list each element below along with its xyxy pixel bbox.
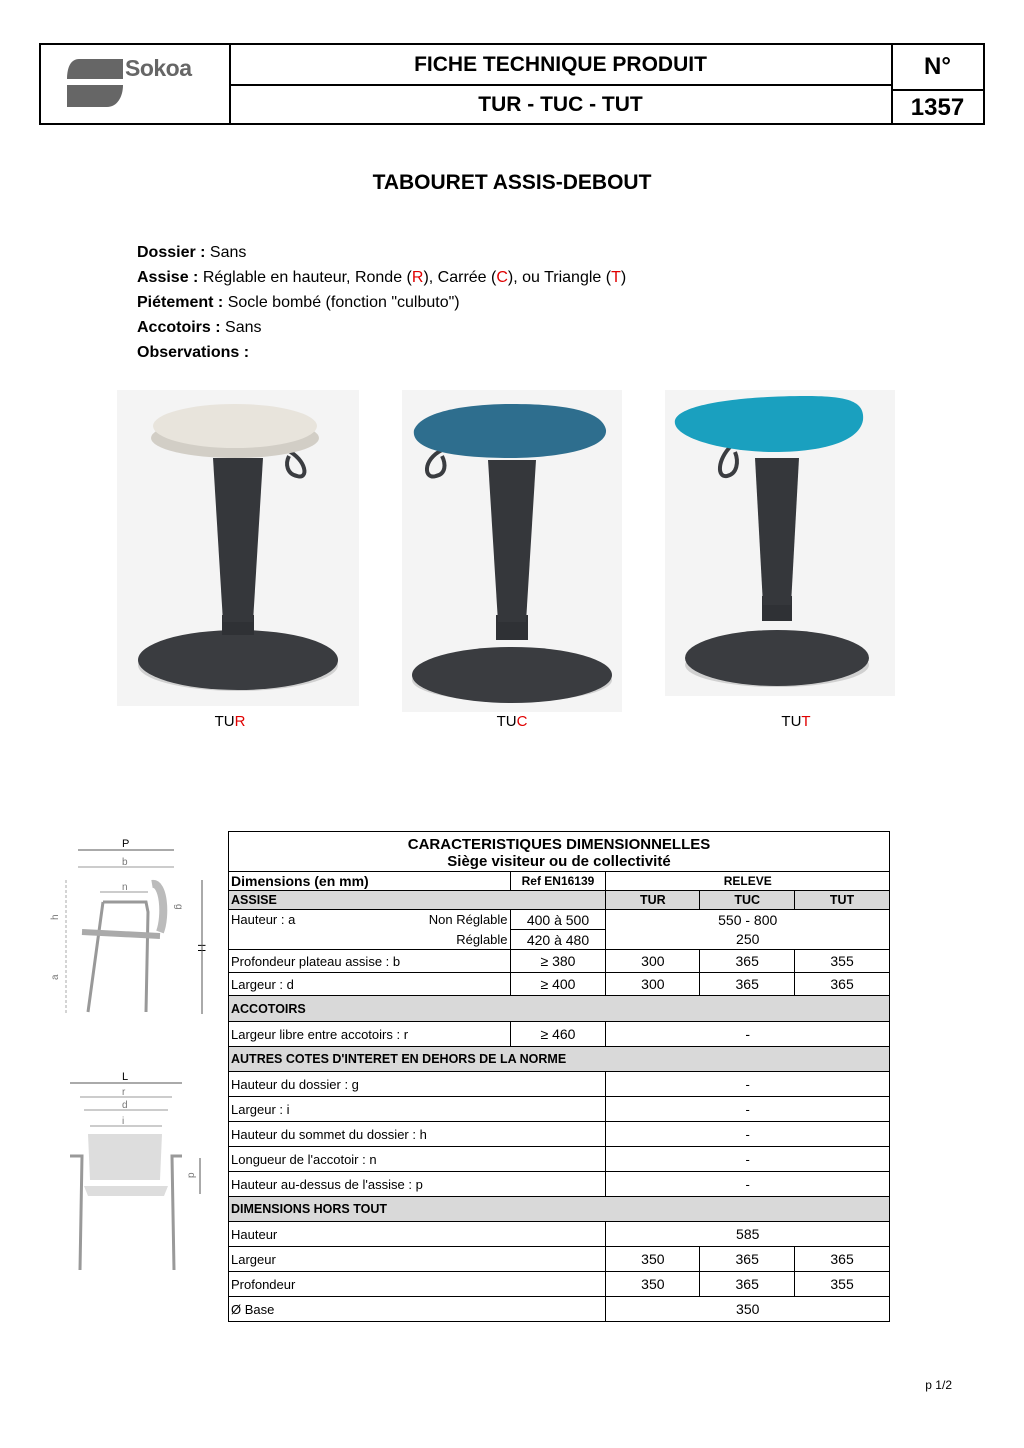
model-tur: TUR [606, 891, 700, 910]
caption-prefix: TU [496, 713, 517, 730]
seat-square [414, 404, 606, 458]
caption-suffix: T [801, 713, 811, 730]
row-label: Largeur : d [229, 973, 511, 996]
assise-label: Assise : [137, 269, 199, 286]
value-tur: 300 [606, 973, 700, 996]
header-box [39, 43, 985, 125]
section-label: DIMENSIONS HORS TOUT [229, 1197, 890, 1222]
spec-observations [137, 344, 249, 362]
non-reglable-label: Non Réglable [428, 912, 508, 928]
dim-label-P: P [122, 838, 130, 850]
section-assise [229, 891, 890, 910]
col-releve: RELEVE [606, 872, 890, 891]
caption-suffix: R [234, 713, 246, 730]
table-row [229, 1022, 890, 1047]
value-tut: 355 [795, 950, 890, 973]
section-label: ACCOTOIRS [229, 996, 890, 1022]
table-title-row [229, 832, 890, 872]
model-tuc: TUC [700, 891, 795, 910]
assise-text: ), ou Triangle ( [507, 269, 612, 286]
releve-value: - [606, 1022, 890, 1047]
front-view-diagram [64, 1070, 224, 1276]
row-label: Profondeur [229, 1272, 606, 1297]
assise-t: T [611, 269, 621, 286]
row-label: Hauteur du dossier : g [229, 1072, 606, 1097]
value-tur: 350 [606, 1272, 700, 1297]
row-label: Hauteur [229, 1222, 606, 1247]
section-label: ASSISE [229, 891, 606, 910]
number-box [892, 45, 983, 123]
assise-text: Réglable en hauteur, Ronde ( [202, 269, 412, 286]
assise-text: ), Carrée ( [423, 269, 497, 286]
value-tur: 350 [606, 1247, 700, 1272]
caption-tur [170, 713, 290, 730]
accotoirs-label: Accotoirs : [137, 319, 221, 336]
caption-prefix: TU [214, 713, 235, 730]
table-row [229, 1072, 890, 1097]
row-label: Largeur [229, 1247, 606, 1272]
caption-prefix: TU [781, 713, 802, 730]
table-row [229, 1147, 890, 1172]
value-tuc: 365 [700, 1247, 795, 1272]
ref-value: ≥ 460 [510, 1022, 606, 1047]
ref-value: ≥ 380 [510, 950, 606, 973]
doc-title: FICHE TECHNIQUE PRODUIT [230, 45, 891, 86]
row-label: Largeur : i [229, 1097, 606, 1122]
spec-accotoirs [137, 319, 262, 337]
dim-label-b: b [122, 857, 128, 868]
product-image-tuc [402, 390, 622, 712]
dim-label-p: p [186, 1172, 197, 1178]
product-image-tut [665, 390, 895, 696]
table-subtitle: Siège visiteur ou de collectivité [447, 852, 671, 870]
doc-models: TUR - TUC - TUT [478, 92, 643, 116]
table-row [229, 950, 890, 973]
dim-label-a: a [50, 974, 61, 980]
brand-logo [41, 45, 231, 123]
value-tuc: 365 [700, 973, 795, 996]
col-dims: Dimensions (en mm) [229, 872, 511, 891]
releve-value: - [606, 1172, 890, 1197]
reglable-label: Réglable [229, 930, 511, 950]
table-title: CARACTERISTIQUES DIMENSIONNELLES [407, 835, 711, 853]
caption-suffix: C [516, 713, 528, 730]
table-row [229, 1272, 890, 1297]
row-label [229, 910, 511, 930]
value-tut: 365 [795, 973, 890, 996]
dim-label-g: g [173, 904, 184, 910]
row-label: Hauteur au-dessus de l'assise : p [229, 1172, 606, 1197]
releve-value: - [606, 1097, 890, 1122]
table-header-row [229, 872, 890, 891]
releve-value: 250 [606, 930, 890, 950]
table-row [229, 910, 890, 930]
pietement-value: Socle bombé (fonction "culbuto") [227, 294, 460, 311]
releve-value: - [606, 1072, 890, 1097]
dim-label-n: n [122, 882, 128, 893]
sokoa-logo-icon [65, 57, 125, 113]
section-accotoirs [229, 996, 890, 1022]
section-hors-tout [229, 1197, 890, 1222]
releve-value: - [606, 1147, 890, 1172]
accotoirs-value: Sans [225, 319, 262, 336]
value-tut: 355 [795, 1272, 890, 1297]
value-tur: 300 [606, 950, 700, 973]
section-label: AUTRES COTES D'INTERET EN DEHORS DE LA NORME [229, 1047, 890, 1072]
table-row [229, 973, 890, 996]
pietement-label: Piétement : [137, 294, 224, 311]
dossier-value: Sans [209, 244, 247, 261]
table-row [229, 1297, 890, 1322]
releve-value: - [606, 1122, 890, 1147]
product-image-tur [117, 390, 359, 706]
dim-label-h: h [50, 914, 61, 920]
releve-value: 550 - 800 [606, 910, 890, 930]
table-title-cell [229, 832, 890, 872]
section-autres [229, 1047, 890, 1072]
spec-pietement [137, 294, 460, 312]
table-row [229, 1172, 890, 1197]
assise-r: R [411, 269, 424, 286]
spec-dossier [137, 244, 246, 262]
dim-label-i: i [122, 1116, 125, 1127]
observations-label: Observations : [137, 344, 250, 361]
spec-assise [137, 269, 626, 287]
dim-label-L: L [122, 1071, 129, 1083]
hauteur-label: Hauteur : a [231, 912, 296, 928]
dim-label-d: d [122, 1100, 128, 1111]
caption-tuc [452, 713, 572, 730]
col-ref: Ref EN16139 [510, 872, 606, 891]
doc-number: 1357 [892, 89, 983, 125]
dimensions-table [228, 831, 890, 1322]
table-row [229, 1222, 890, 1247]
number-label: N° [924, 53, 951, 80]
row-label: Longueur de l'accotoir : n [229, 1147, 606, 1172]
row-label: Profondeur plateau assise : b [229, 950, 511, 973]
value-tuc: 365 [700, 950, 795, 973]
brand-name: Sokoa [125, 55, 192, 81]
page-number: p 1/2 [925, 1378, 952, 1392]
table-row [229, 1122, 890, 1147]
assise-c: C [496, 269, 508, 286]
title-box [230, 45, 893, 123]
seat-round [153, 404, 317, 448]
dim-label-H: H [195, 944, 207, 952]
product-subtitle: TABOURET ASSIS-DEBOUT [372, 171, 652, 194]
releve-value: 350 [606, 1297, 890, 1322]
table-row [229, 1247, 890, 1272]
dossier-label: Dossier : [137, 244, 206, 261]
row-label: Hauteur du sommet du dossier : h [229, 1122, 606, 1147]
value-tut: 365 [795, 1247, 890, 1272]
caption-tut [736, 713, 856, 730]
value-tuc: 365 [700, 1272, 795, 1297]
table-row [229, 1097, 890, 1122]
releve-value: 585 [606, 1222, 890, 1247]
model-tut: TUT [795, 891, 890, 910]
row-label: Ø Base [229, 1297, 606, 1322]
table-row [229, 930, 890, 950]
ref-value: 400 à 500 [510, 910, 606, 930]
ref-value: 420 à 480 [510, 930, 606, 950]
row-label: Largeur libre entre accotoirs : r [229, 1022, 511, 1047]
assise-text: ) [620, 269, 627, 286]
side-view-diagram [48, 836, 218, 1018]
dim-label-r: r [122, 1087, 126, 1098]
ref-value: ≥ 400 [510, 973, 606, 996]
